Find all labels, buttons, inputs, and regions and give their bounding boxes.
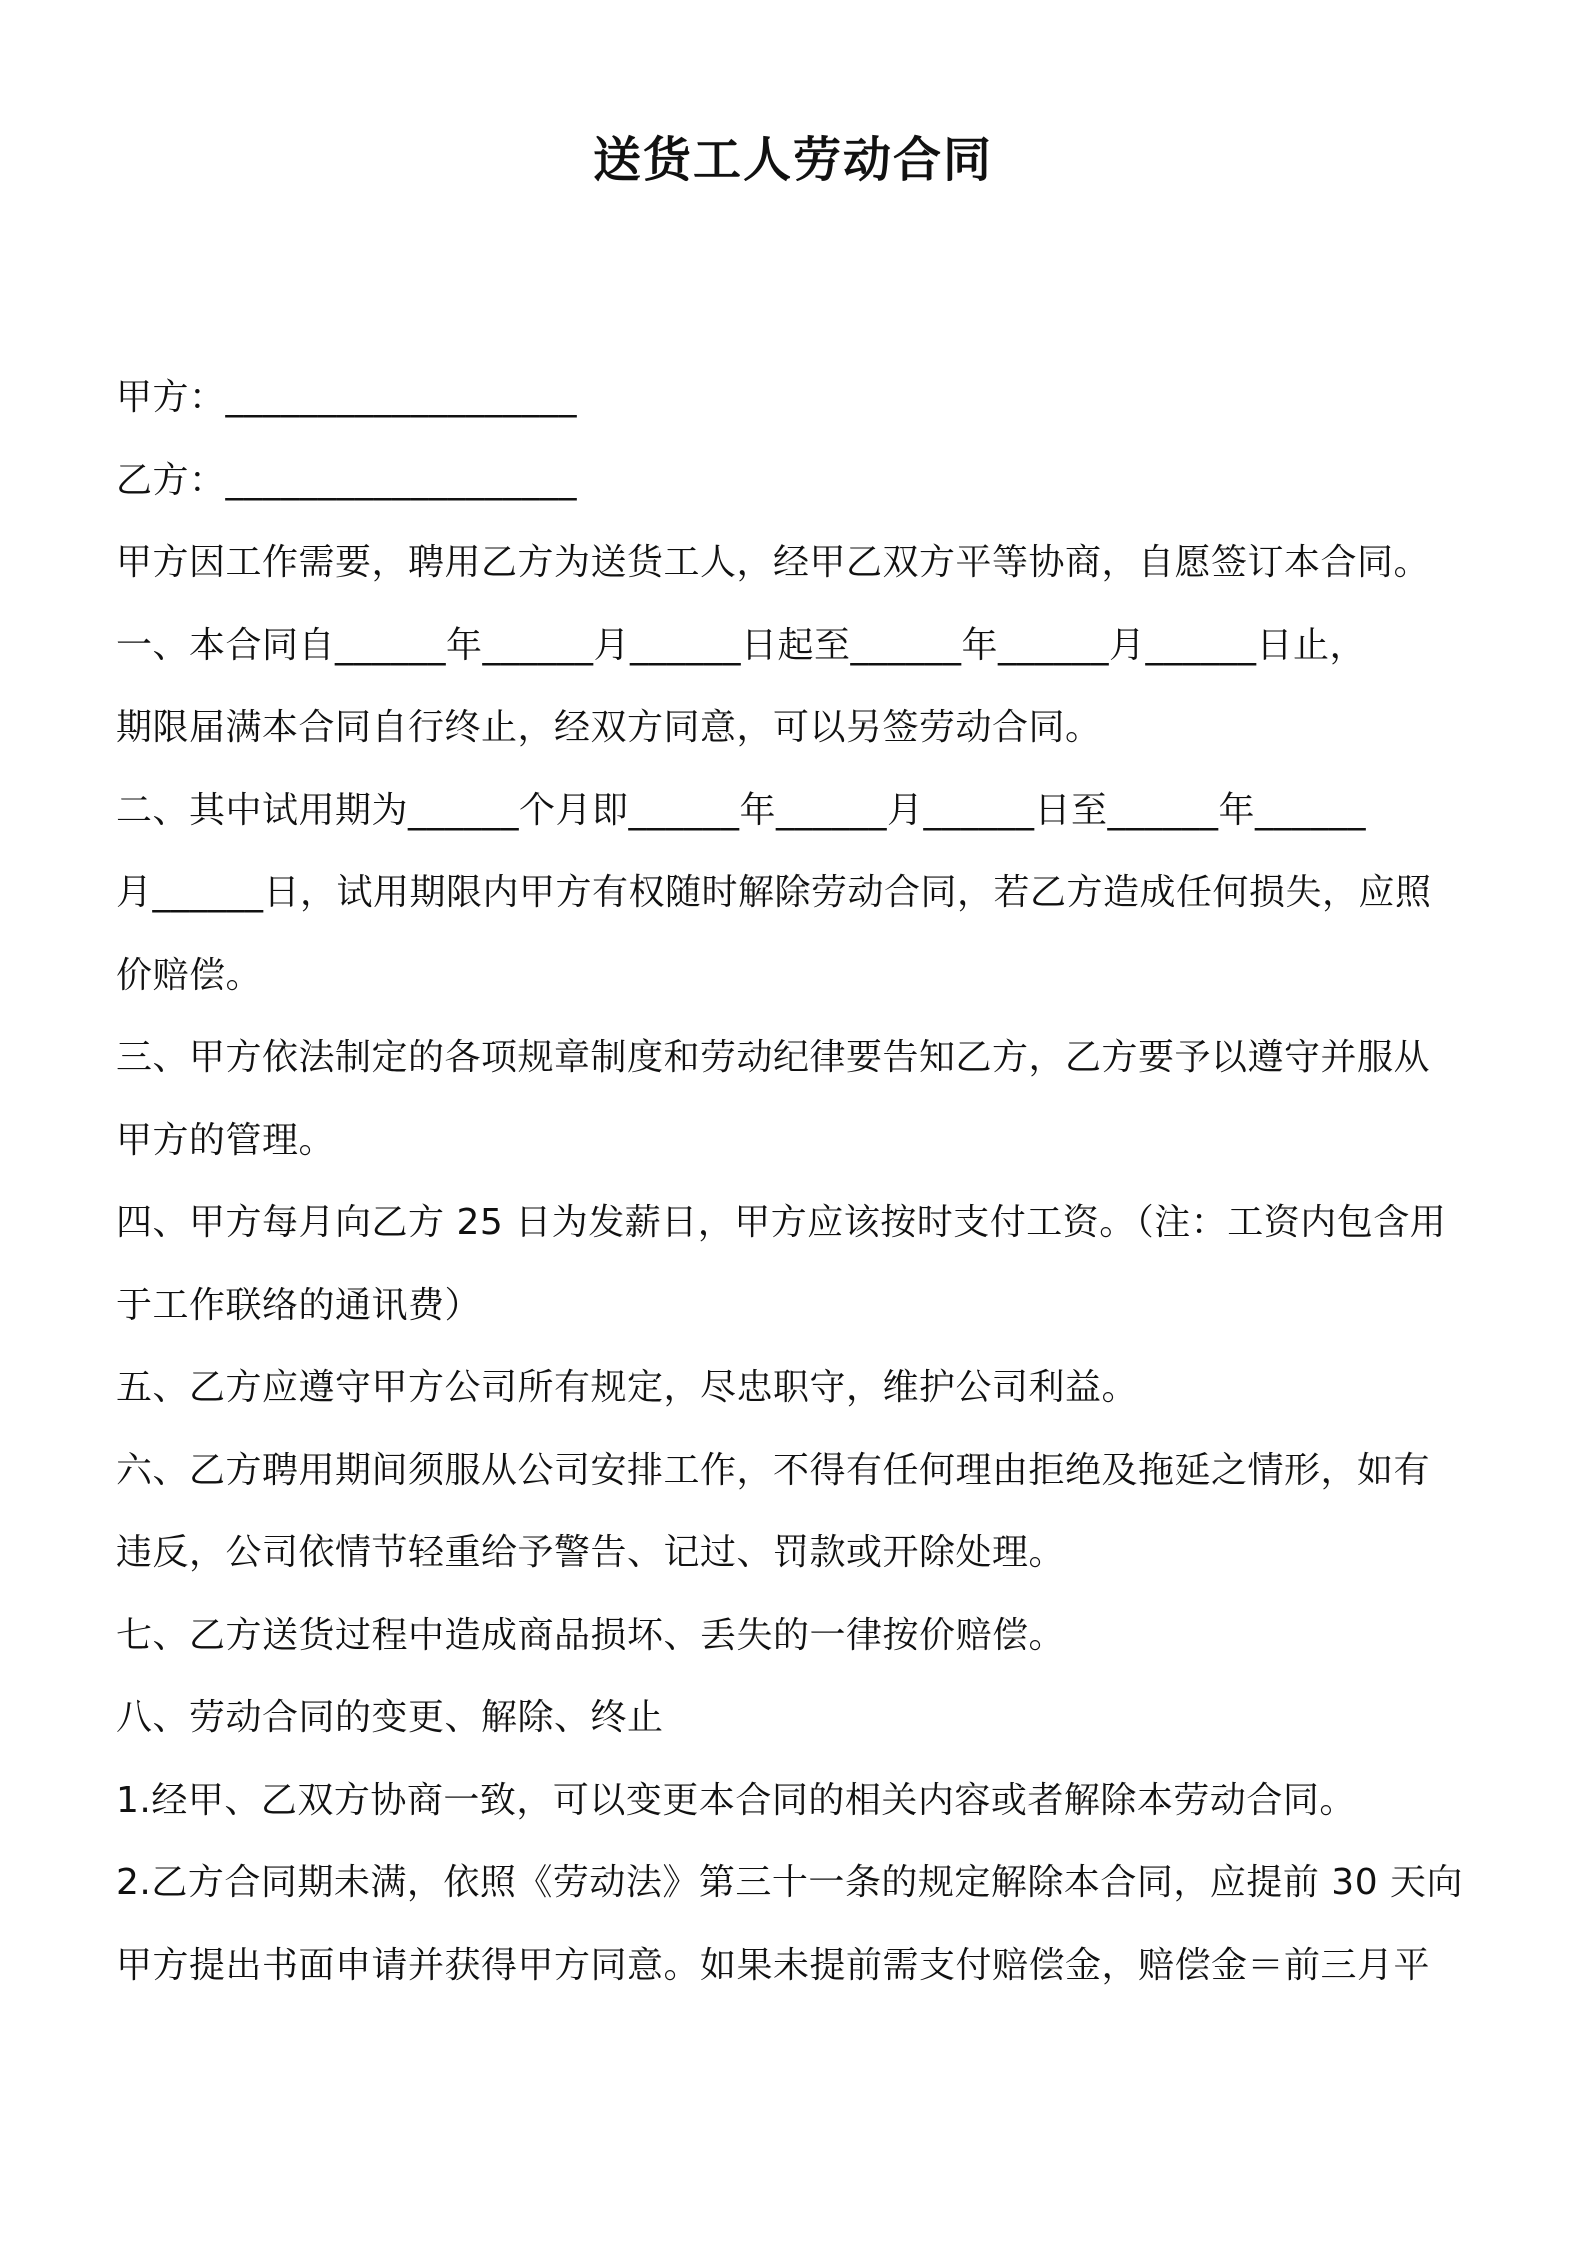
- clause-3-line-2: 甲方的管理。: [116, 1119, 336, 1161]
- clause-1-line-2: 期限届满本合同自行终止，经双方同意，可以另签劳动合同。: [116, 707, 1102, 748]
- clause-8-item-2-line-2: 甲方提出书面申请并获得甲方同意。如果未提前需支付赔偿金，赔偿金＝前三月平: [116, 1944, 1431, 1986]
- clause-4-line-2: 于工作联络的通讯费）: [116, 1284, 482, 1326]
- clause-1-line-1: 一、本合同自______年______月______日起至______年______月______日止，: [116, 624, 1367, 666]
- party-b-line: 乙方：___________________: [116, 459, 578, 501]
- clause-2-line-1: 二、其中试用期为______个月即______年______月______日至______年______: [116, 789, 1367, 831]
- clause-7-line: 七、乙方送货过程中造成商品损坏、丢失的一律按价赔偿。: [116, 1614, 1066, 1656]
- clause-8-item-2-line-1: 2.乙方合同期未满，依照《劳动法》第三十一条的规定解除本合同，应提前 30 天向: [116, 1862, 1464, 1903]
- clause-4-line-1: 四、甲方每月向乙方 25 日为发薪日，甲方应该按时支付工资。（注：工资内包含用: [116, 1202, 1447, 1243]
- preamble-line: 甲方因工作需要，聘用乙方为送货工人，经甲乙双方平等协商，自愿签订本合同。: [116, 542, 1431, 583]
- clause-8-heading: 八、劳动合同的变更、解除、终止: [116, 1697, 664, 1738]
- clause-5-line: 五、乙方应遵守甲方公司所有规定，尽忠职守，维护公司利益。: [116, 1367, 1139, 1408]
- clause-2-line-3: 价赔偿。: [116, 954, 263, 996]
- party-a-line: 甲方：___________________: [116, 377, 578, 418]
- clause-8-item-1: 1.经甲、乙双方协商一致，可以变更本合同的相关内容或者解除本劳动合同。: [116, 1779, 1356, 1821]
- clause-6-line-1: 六、乙方聘用期间须服从公司安排工作，不得有任何理由拒绝及拖延之情形，如有: [116, 1449, 1431, 1491]
- clause-6-line-2: 违反，公司依情节轻重给予警告、记过、罚款或开除处理。: [116, 1532, 1066, 1573]
- clause-2-line-2: 月______日，试用期限内甲方有权随时解除劳动合同，若乙方造成任何损失，应照: [116, 872, 1432, 913]
- clause-3-line-1: 三、甲方依法制定的各项规章制度和劳动纪律要告知乙方，乙方要予以遵守并服从: [116, 1037, 1431, 1078]
- document-body: [116, 368, 1486, 2018]
- document-title: 送货工人劳动合同: [592, 132, 993, 188]
